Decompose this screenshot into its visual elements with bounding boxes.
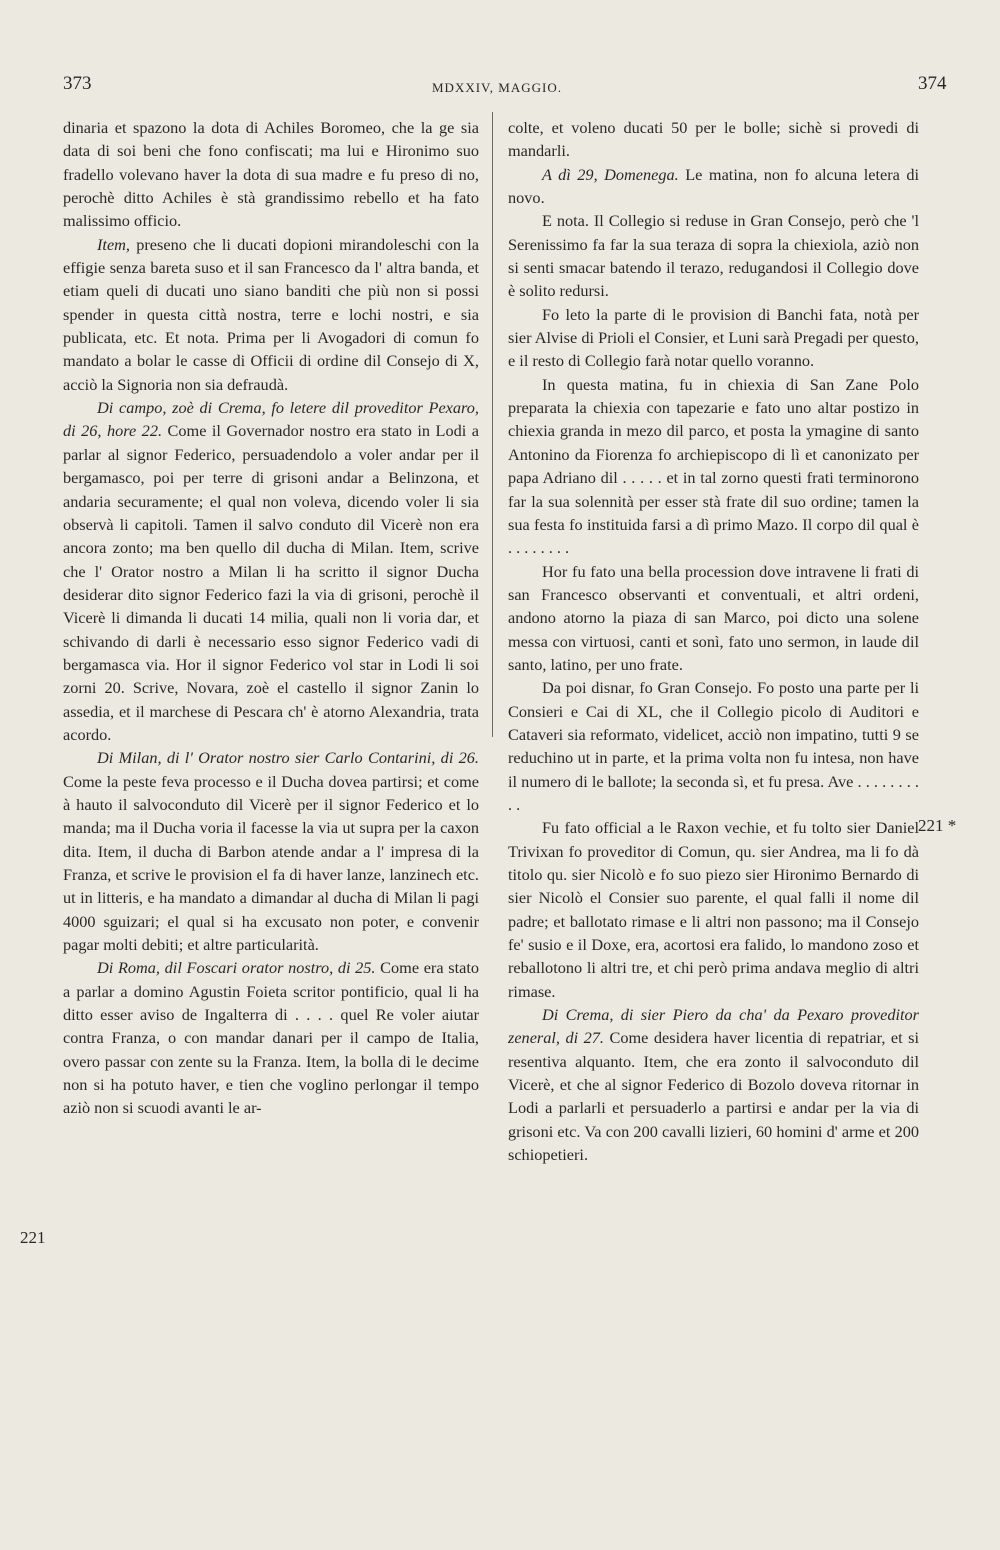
paragraph-text: Da poi disnar, fo Gran Consejo. Fo posto una parte per li Consieri e Cai di XL, che il Collegio picolo di Auditori e Cataveri sia reformato, videlicet, acciò non impatino, tutti 9 se reduchino ut in parte, et la prima volta non fu intesa, non have il numero di le ballote; la seconda sì, et fu presa. Ave . . . . . . . . . .: [508, 678, 919, 814]
paragraph: [63, 956, 479, 1119]
paragraph-text: Come la peste feva processo e il Ducha dovea partirsi; et come à hauto il salvoconduto dil Vicerè per il signor Federico et lo manda; ma il Ducha voria il facesse la via ut supra per la caxon dita. Item, il ducha di Barbon atende andar a l' impresa di la Franza, et scrive le provision el fa di haver lanze, lanzinech etc. ut in litteris, e ha mandato a dimandar al ducha di Milan li pagi 4000 sguizari; el qual si ha excusato non poter, e convenir pagar molti debiti; et altre particularità.: [63, 771, 479, 955]
paragraph-text: colte, et voleno ducati 50 per le bolle; sichè si provedi di mandarli.: [508, 118, 919, 161]
paragraph: [508, 816, 919, 1003]
paragraph-text: E nota. Il Collegio si reduse in Gran Consejo, però che 'l Serenissimo fa far la sua teraza di sopra la chiexiola, aziò non si senti smacar batendo il terazo, redugandosi il Collegio dove è solito redursi.: [508, 211, 919, 301]
paragraph: [508, 373, 919, 560]
column-divider: [492, 112, 493, 737]
paragraph-heading: Di Milan, di l' Orator nostro sier Carlo Contarini, di 26.: [97, 748, 479, 768]
margin-note-left: 221: [20, 1228, 46, 1247]
paragraph-text: Come era stato a parlar a domino Agustin Foieta scritor pontificio, qual li ha ditto esser aviso de Ingalterra di . . . . quel Re voler aiutar contra Franza, o con mandar danari per il campo de Italia, overo passar con zente su la Franza. Item, la bolla di le decime non si ha potuto haver, e tien che voglino perlongar il tempo aziò non si scuodi avanti le ar-: [63, 958, 479, 1118]
paragraph: [508, 116, 919, 163]
paragraph: [63, 396, 479, 746]
paragraph: [63, 746, 479, 956]
paragraph-text: In questa matina, fu in chiexia di San Zane Polo preparata la chiexia con tapezarie e fato uno altar postizo in chiexia granda in mezo dil parco, et posta la ymagine di santo Antonino da Fiorenza fo archiepiscopo di lì et canonizato per papa Adriano dil . . . . . et in tal zorno questi frati terminorono far la sua solennità per esser stà frate dil suo ordine; tamen la sua festa fo instituida farsi a dì primo Mazo. Il corpo dil qual è . . . . . . . .: [508, 374, 919, 558]
paragraph: [508, 676, 919, 816]
paragraph-heading: Di Crema, di sier Piero da cha' da Pexaro proveditor zeneral, di 27.: [508, 1005, 919, 1048]
paragraph: [508, 303, 919, 373]
paragraph: [63, 116, 479, 233]
paragraph-text: Hor fu fato una bella procession dove intravene li frati di san Francesco observanti et conventuali, et altri ordeni, andono atorno la piaza di san Marco, poi dicto una solene messa con virtuosi, canti et sonì, fato uno sermon, in laude dil santo, latino, per uno frate.: [508, 561, 919, 674]
paragraph: [63, 233, 479, 396]
paragraph-heading: Di campo, zoè di Crema, fo letere dil proveditor Pexaro, di 26, hore 22.: [63, 398, 479, 441]
paragraph-text: Le matina, non fo alcuna letera di novo.: [508, 164, 919, 208]
left-column: [63, 116, 479, 1120]
paragraph-text: Come il Governador nostro era stato in Lodi a parlar al signor Federico, persuadendolo a voler andar per il bergamasco, poi per terre di grisoni andar a Belinzona, et andaria securamente; el qual non voleva, dicendo voler li sia observà li capitoli. Tamen il salvo conduto dil Vicerè non era ancora zonto; ma ben quello dil ducha di Milan. Item, scrive che l' Orator nostro a Milan li ha scritto il signor Ducha desiderar dito signor Federico fazi la via di grisoni, perochè il Vicerè li dimanda li ducati 14 milia, quali non li voria dar, et schivando di darli è necessario esso signor Federico vadi di bergamasca via. Hor il signor Federico vol star in Lodi li soi zorni 20. Scrive, Novara, zoè el castello il signor Zanin lo assedia, et il marchese di Pescara ch' è atorno Alexandria, trata acordo.: [63, 421, 479, 744]
paragraph-text: Fu fato official a le Raxon vechie, et fu tolto sier Daniel Trivixan fo proveditor di Comun, qu. sier Andrea, ma li fo dà titolo qu. sier Nicolò e fo suo piezo sier Hironimo Bernardo di sier Nicolò el Consier suo parente, el qual falli il nome dil padre; et ballotato rimase e li altri non passono; ma il Consejo fe' susio e il Doxe, era, acortosi era falido, lo mandono zoso et reballotono li altri tre, et chi però prima andava meglio di altri rimase.: [508, 818, 919, 1001]
paragraph: [508, 163, 919, 210]
paragraph-text: Fo leto la parte di le provision di Banchi fata, notà per sier Alvise di Prioli el Consier, et Luni sarà Pregadi per questo, e il resto di Collegio farà notar quello voranno.: [508, 304, 919, 371]
right-column: [508, 116, 919, 1166]
paragraph: [508, 560, 919, 677]
margin-note-right: 221 *: [918, 816, 957, 835]
paragraph-heading: Item,: [97, 234, 130, 254]
paragraph: [508, 1003, 919, 1166]
paragraph-text: dinaria et spazono la dota di Achiles Boromeo, che la ge sia data di soi beni che fono confiscati; ma lui e Hironimo suo fradello volevano haver la dota di sua madre e fu preso di no, perochè ditto Achiles è stà grandissimo rebello et ha fato malissimo officio.: [63, 118, 479, 231]
paragraph-heading: Di Roma, dil Foscari orator nostro, di 25.: [97, 958, 376, 978]
paragraph-text: Come desidera haver licentia di repatriar, et si resentiva alquanto. Item, che era zonto il salvoconduto dil Vicerè, et che al signor Federico di Bozolo doveva ritornar in Lodi a parlarli et persuaderlo a partirsi e andar per la via di grisoni etc. Va con 200 cavalli lizieri, 60 homini d' arme et 200 schiopetieri.: [508, 1028, 920, 1165]
page-number-left: 373: [63, 73, 92, 94]
running-title: MDXXIV, MAGGIO.: [432, 80, 562, 95]
paragraph: [508, 209, 919, 302]
paragraph-heading: A dì 29, Domenega.: [542, 164, 679, 184]
page-number-right: 374: [918, 73, 947, 94]
paragraph-text: preseno che li ducati dopioni mirandoleschi con la effigie senza bareta suso et il san Francesco da l' altra banda, et etiam queli di ducati uno siano banditi che più non si possi spender in questa città nostra, terre e lochi nostri, e sia publicata, etc. Et nota. Prima per li Avogadori di comun fo mandato a bolar le casse di Officii di ordine dil Consejo di X, acciò la Signoria non sia defraudà.: [63, 234, 479, 394]
